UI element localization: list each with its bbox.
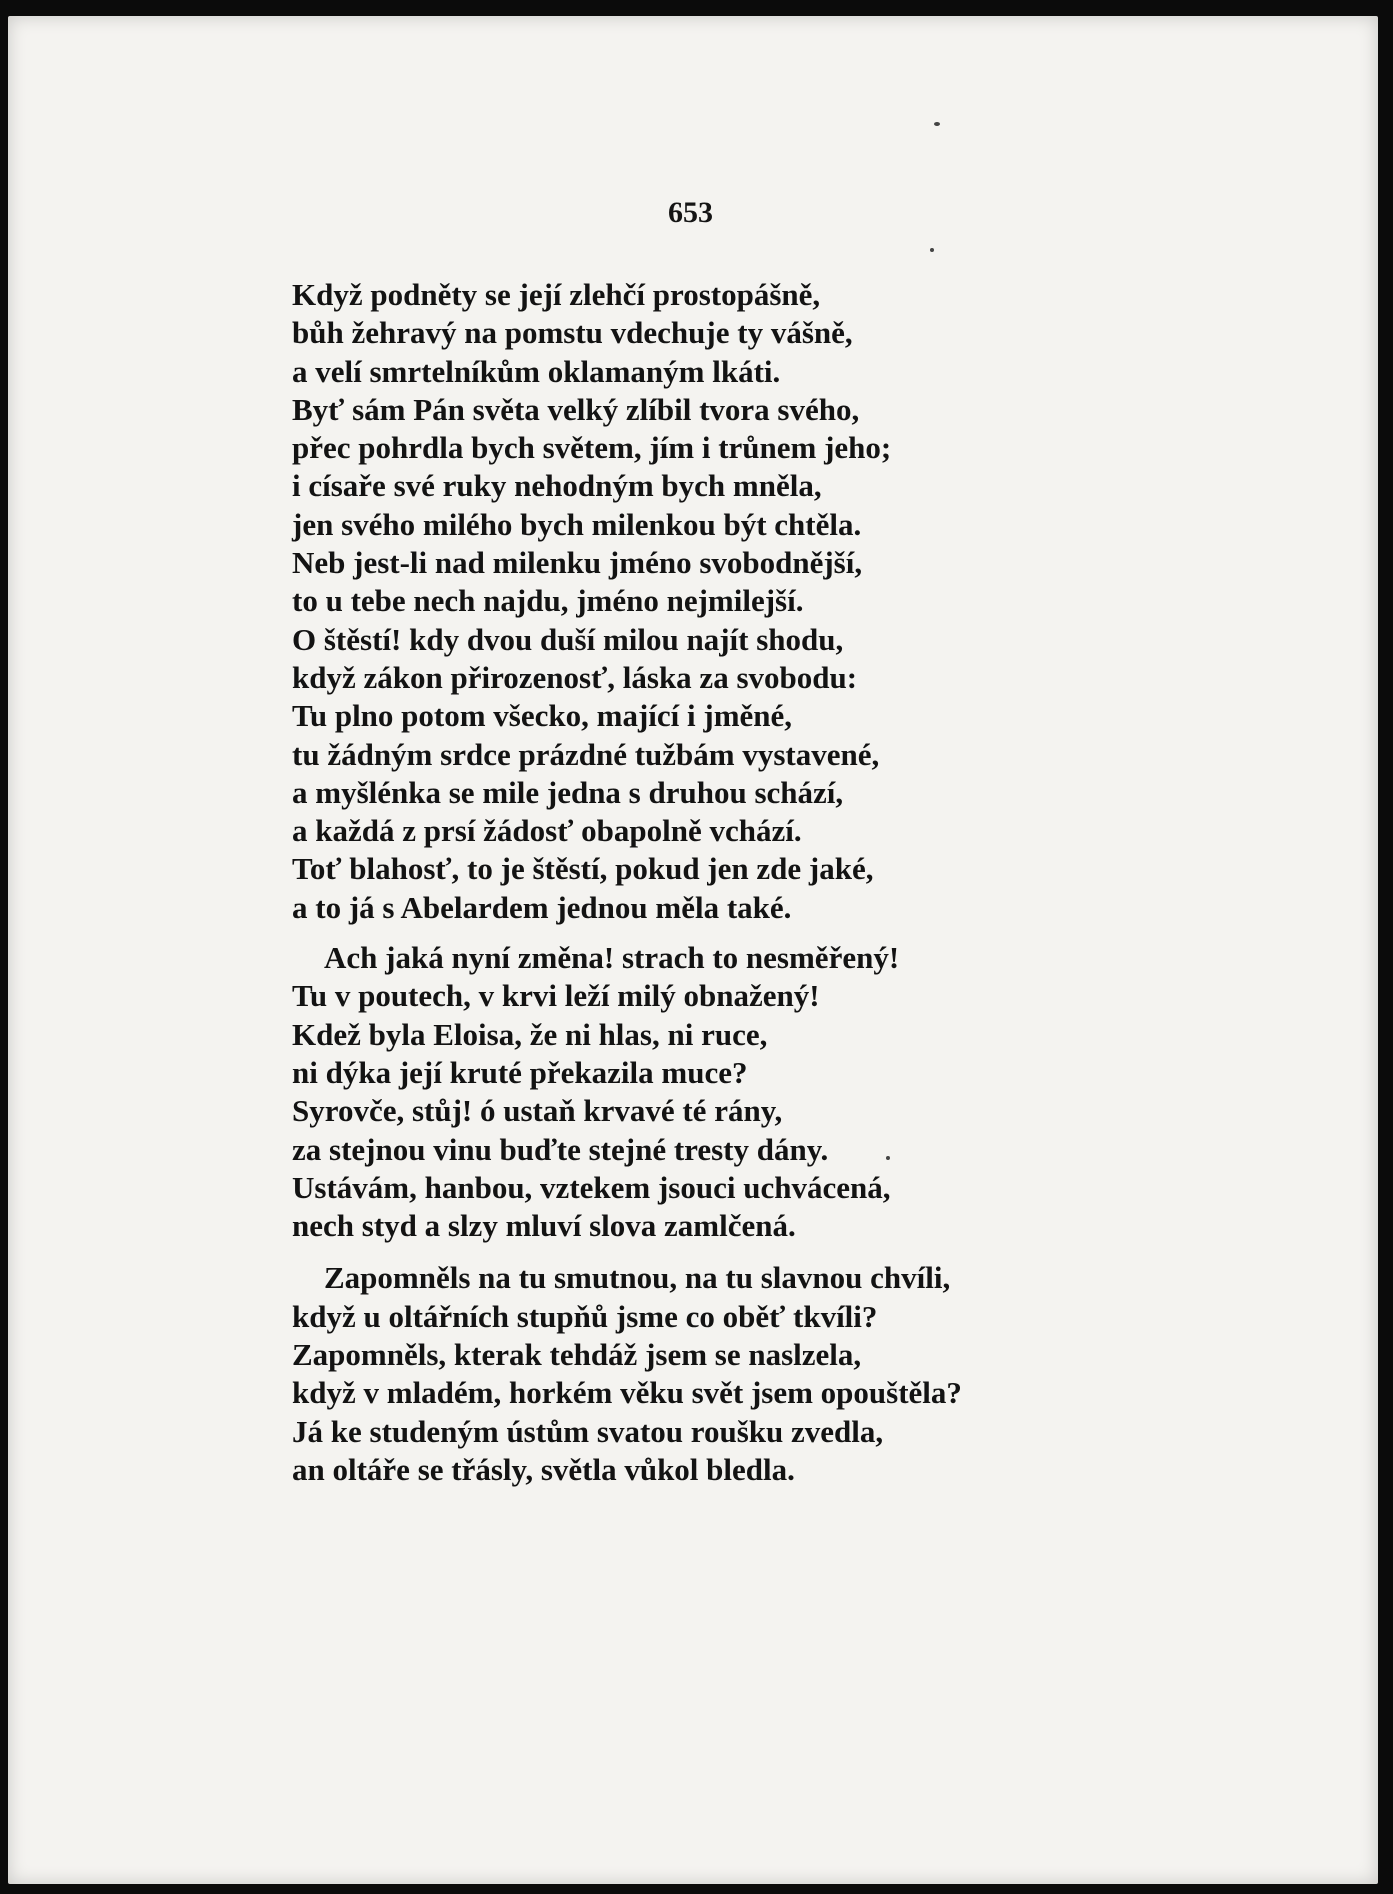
stanza-2	[292, 939, 1292, 1245]
poem-line: tu žádným srdce prázdné tužbám vystavené,	[292, 736, 880, 772]
book-page	[8, 16, 1378, 1884]
poem-line: když v mladém, horkém věku svět jsem opouštěla?	[292, 1375, 962, 1411]
poem-line: a každá z prsí žádosť obapolně vchází.	[292, 813, 802, 849]
poem-line: O štěstí! kdy dvou duší milou najít shodu,	[292, 621, 844, 657]
poem-line: Tu v poutech, v krvi leží milý obnažený!	[292, 978, 820, 1014]
poem-line: když u oltářních stupňů jsme co oběť tkvíli?	[292, 1298, 878, 1334]
ink-speck	[934, 122, 940, 126]
poem-line: Ustávám, hanbou, vztekem jsouci uchvácená,	[292, 1169, 891, 1205]
poem-line: Toť blahosť, to je štěstí, pokud jen zde jaké,	[292, 851, 874, 887]
poem-line: a velí smrtelníkům oklamaným lkáti.	[292, 353, 781, 389]
poem-line: Byť sám Pán světa velký zlíbil tvora svého,	[292, 391, 860, 427]
poem-line: i císaře své ruky nehodným bych mněla,	[292, 468, 822, 504]
page-number: 653	[668, 196, 713, 229]
poem-line: Kdež byla Eloisa, že ni hlas, ni ruce,	[292, 1016, 768, 1052]
poem-line: a myšlénka se mile jedna s druhou schází,	[292, 774, 844, 810]
poem-line: bůh žehravý na pomstu vdechuje ty vášně,	[292, 315, 853, 351]
poem-line: nech styd a slzy mluví slova zamlčená.	[292, 1208, 796, 1244]
poem-line: Zapomněls na tu smutnou, na tu slavnou chvíli,	[324, 1260, 951, 1296]
poem-line: Tu plno potom všecko, mající i jměné,	[292, 698, 793, 734]
poem-line: jen svého milého bych milenkou být chtěla.	[292, 506, 862, 542]
poem-line: Ach jaká nyní změna! strach to nesměřený!	[324, 940, 900, 976]
ink-speck	[930, 248, 934, 252]
poem-text	[292, 276, 1292, 1489]
poem-line: Zapomněls, kterak tehdáž jsem se naslzela,	[292, 1337, 862, 1373]
poem-line: Neb jest-li nad milenku jméno svobodnější,	[292, 545, 863, 581]
poem-line: Když podněty se její zlehčí prostopášně,	[292, 277, 821, 312]
poem-line: to u tebe nech najdu, jméno nejmilejší.	[292, 583, 804, 619]
poem-line: za stejnou vinu buďte stejné tresty dány.	[292, 1131, 829, 1167]
stanza-1	[292, 276, 1292, 927]
poem-line: Já ke studeným ústům svatou roušku zvedla,	[292, 1413, 884, 1449]
poem-line: Syrovče, stůj! ó ustaň krvavé té rány,	[292, 1093, 783, 1129]
poem-line: a to já s Abelardem jednou měla také.	[292, 889, 792, 925]
poem-line: přec pohrdla bych světem, jím i trůnem jeho;	[292, 430, 892, 466]
stanza-3	[292, 1259, 1292, 1489]
poem-line: an oltáře se třásly, světla vůkol bledla.	[292, 1451, 795, 1487]
poem-line: ni dýka její kruté překazila muce?	[292, 1054, 748, 1090]
poem-line: když zákon přirozenosť, láska za svobodu:	[292, 659, 858, 695]
